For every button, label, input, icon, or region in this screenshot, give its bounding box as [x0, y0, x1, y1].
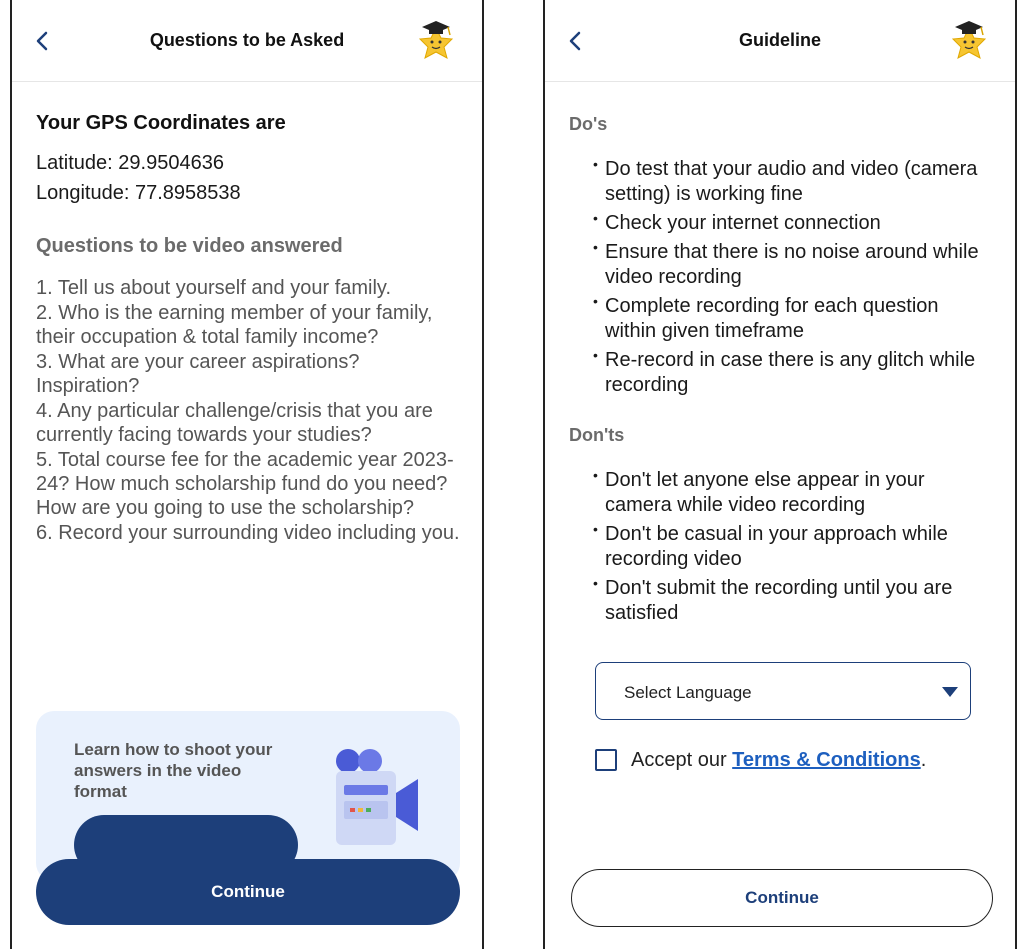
continue-button[interactable]: Continue	[571, 869, 993, 927]
question-item: 1. Tell us about yourself and your family.	[36, 277, 391, 299]
page-title: Guideline	[738, 30, 821, 50]
list-item: • Check your internet connection	[593, 210, 881, 234]
question-item: 2. Who is the earning member of your family, their occupation & total family income?	[36, 302, 433, 348]
video-tutorial-card	[36, 711, 460, 881]
list-item: • Don't be casual in your approach while recording video	[593, 521, 948, 570]
bullet-icon: •	[593, 239, 598, 255]
questions-list	[36, 276, 461, 546]
bullet-icon: •	[593, 347, 598, 363]
bullet-icon: •	[593, 210, 598, 226]
graduation-star-icon	[414, 18, 458, 64]
question-item: 5. Total course fee for the academic year 2023-24? How much scholarship fund do you need? How are you going to use the scholarship?	[36, 449, 454, 519]
donts-title: Don'ts	[569, 425, 625, 445]
language-select-label: Select Language	[624, 683, 752, 702]
questions-title: Questions to be video answered	[36, 235, 343, 257]
app-header	[12, 0, 482, 82]
list-item: • Re-record in case there is any glitch while recording	[593, 347, 976, 396]
bullet-icon: •	[593, 467, 598, 483]
app-header	[545, 0, 1015, 82]
bullet-icon: •	[593, 521, 598, 537]
question-item: 4. Any particular challenge/crisis that you are currently facing towards your studies?	[36, 400, 433, 446]
promo-text: Learn how to shoot your answers in the video format	[74, 740, 273, 801]
caret-down-icon	[942, 687, 958, 697]
guideline-screen	[543, 0, 1017, 949]
list-item: • Don't let anyone else appear in your camera while video recording	[593, 467, 925, 516]
language-select[interactable]	[595, 662, 971, 720]
bullet-icon: •	[593, 575, 598, 591]
longitude-value: Longitude: 77.8958538	[36, 182, 241, 204]
question-item: 3. What are your career aspirations? Inspiration?	[36, 351, 360, 397]
list-item: • Complete recording for each question within given timeframe	[593, 293, 939, 342]
dos-list	[589, 157, 989, 402]
dos-title: Do's	[569, 114, 608, 134]
bullet-icon: •	[593, 156, 598, 172]
terms-row	[595, 746, 926, 774]
graduation-star-icon	[947, 18, 991, 64]
continue-button[interactable]: Continue	[36, 859, 460, 925]
terms-link[interactable]: Terms & Conditions	[732, 748, 921, 771]
list-item: • Do test that your audio and video (camera setting) is working fine	[593, 156, 978, 205]
list-item: • Don't submit the recording until you are satisfied	[593, 575, 953, 624]
donts-list	[589, 468, 989, 630]
page-title: Questions to be Asked	[149, 30, 345, 50]
bullet-icon: •	[593, 293, 598, 309]
list-item: • Ensure that there is no noise around while video recording	[593, 239, 979, 288]
questions-screen	[10, 0, 484, 949]
gps-title: Your GPS Coordinates are	[36, 112, 286, 134]
terms-checkbox[interactable]	[595, 749, 617, 771]
question-item: 6. Record your surrounding video including you.	[36, 522, 460, 544]
video-camera-icon	[318, 747, 428, 847]
terms-text: Accept our Terms & Conditions.	[631, 748, 927, 771]
latitude-value: Latitude: 29.9504636	[36, 152, 224, 174]
